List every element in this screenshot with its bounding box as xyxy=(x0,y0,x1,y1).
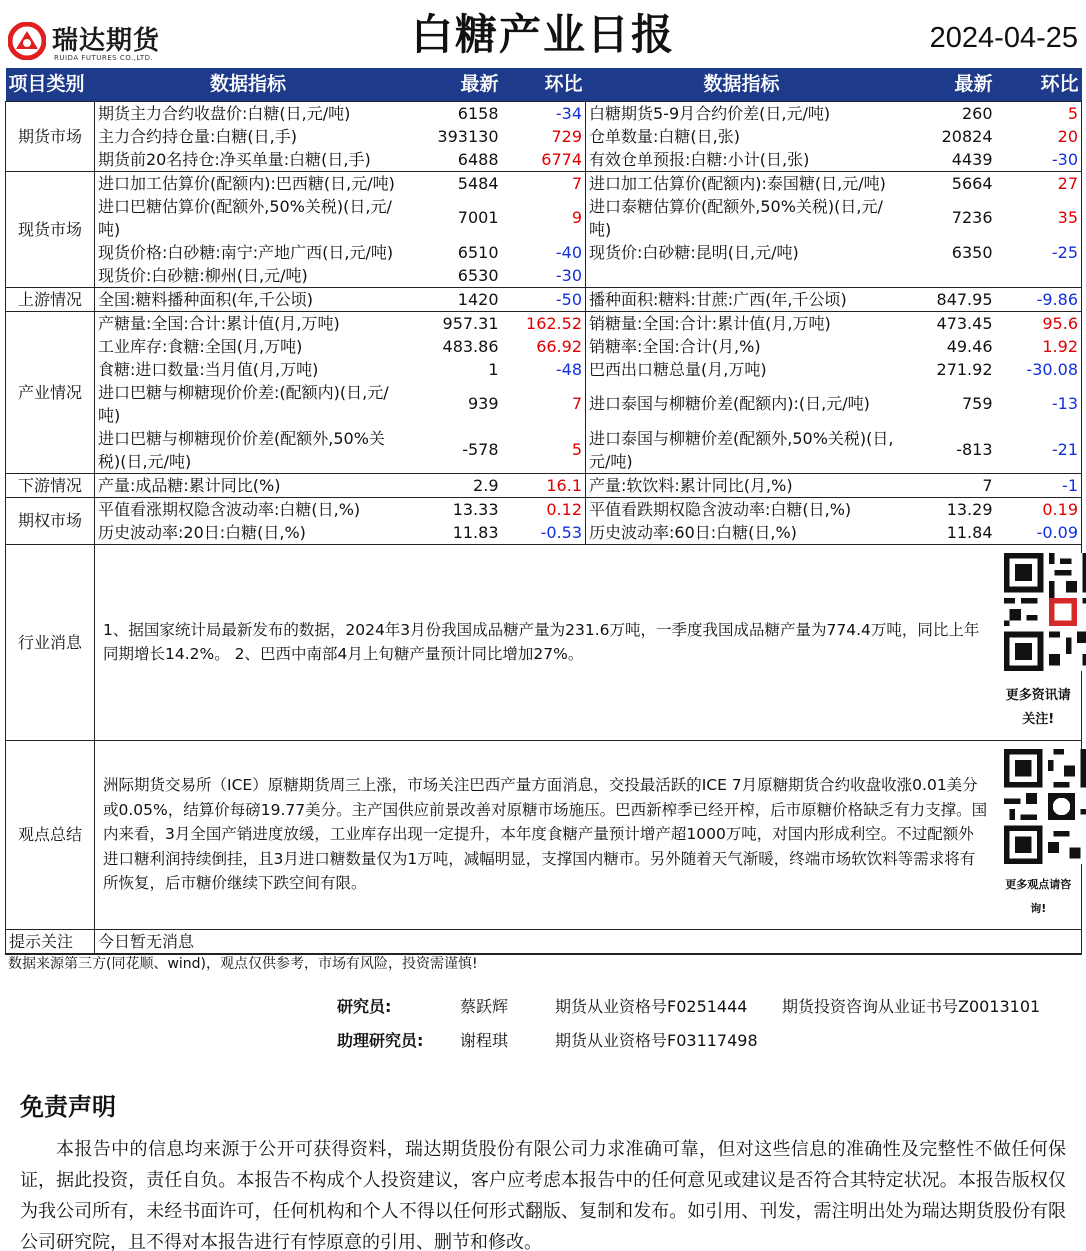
assistant-name: 谢程琪 xyxy=(460,1031,509,1050)
latest-value: 759 xyxy=(961,394,993,413)
latest-value: -578 xyxy=(402,427,502,474)
news-qr-caption: 更多资讯请关注! xyxy=(1005,687,1071,727)
category-upstream: 上游情况 xyxy=(6,287,95,311)
change-value: -30.08 xyxy=(996,358,1082,381)
latest-value: 6488 xyxy=(402,148,502,172)
table-row xyxy=(6,125,1082,148)
latest-value: 483.86 xyxy=(442,336,499,356)
change-value: 27 xyxy=(996,171,1082,195)
latest-value: 6530 xyxy=(402,264,502,288)
opinion-qr-block xyxy=(996,740,1082,929)
change-value: 0.12 xyxy=(502,497,586,521)
indicator-label: 进口加工估算价(配额内):巴西糖(日,元/吨) xyxy=(95,171,402,195)
data-table xyxy=(5,68,1082,955)
indicator-label: 进口巴糖估算价(配额外,50%关税)(日,元/吨) xyxy=(95,195,402,241)
change-value: 20 xyxy=(996,125,1082,148)
latest-value: 7236 xyxy=(951,208,993,227)
page-title: 白糖产业日报 xyxy=(410,10,675,59)
indicator-label: 期货前20名持仓:净买单量:白糖(日,手) xyxy=(95,148,402,172)
latest-value: 6510 xyxy=(457,242,499,262)
indicator-label: 现货价:白砂糖:昆明(日,元/吨) xyxy=(589,242,799,262)
change-value: 0.19 xyxy=(996,497,1082,521)
change-value: -21 xyxy=(996,427,1082,474)
indicator-label: 有效仓单预报:白糖:小计(日,张) xyxy=(586,148,898,172)
latest-value: 271.92 xyxy=(936,359,993,379)
indicator-label: 进口泰糖估算价(配额外,50%关税)(日,元/吨) xyxy=(589,196,883,239)
latest-value: 957.31 xyxy=(442,313,499,333)
latest-value: 847.95 xyxy=(898,287,996,311)
indicator-label: 仓单数量:白糖(日,张) xyxy=(589,126,740,146)
indicator-label: 销糖率:全国:合计(月,%) xyxy=(589,336,761,356)
latest-value: 473.45 xyxy=(936,313,993,333)
latest-value: 7001 xyxy=(457,208,499,227)
table-row xyxy=(6,358,1082,381)
indicator-label: 现货价格:白砂糖:南宁:产地广西(日,元/吨) xyxy=(95,241,402,264)
indicator-label: 产糖量:全国:合计:累计值(月,万吨) xyxy=(95,311,402,335)
logo-chinese-name: 瑞达期货 xyxy=(52,26,161,56)
indicator-label: 主力合约持仓量:白糖(日,手) xyxy=(95,125,402,148)
change-value: -30 xyxy=(502,264,586,288)
indicator-label: 进口泰国与柳糖价差(配额内):(日,元/吨) xyxy=(589,394,870,413)
category-options: 期权市场 xyxy=(6,497,95,544)
change-value: 95.6 xyxy=(996,311,1082,335)
indicator-label: 食糖:进口数量:当月值(月,万吨) xyxy=(95,358,402,381)
latest-value: 11.84 xyxy=(898,521,996,545)
category-downstream: 下游情况 xyxy=(6,473,95,497)
change-value: 5 xyxy=(502,427,586,474)
assistant-label: 助理研究员: xyxy=(337,1031,424,1050)
change-value: 7 xyxy=(502,381,586,427)
change-value: -0.53 xyxy=(502,521,586,545)
indicator-label: 历史波动率:20日:白糖(日,%) xyxy=(95,521,402,545)
indicator-label: 销糖量:全国:合计:累计值(月,万吨) xyxy=(589,313,831,333)
change-value: 1.92 xyxy=(996,335,1082,358)
latest-value: 1 xyxy=(488,359,499,379)
indicator-label: 全国:糖料播种面积(年,千公顷) xyxy=(95,287,402,311)
header-indicator-left: 数据指标 xyxy=(95,68,402,101)
change-value: 729 xyxy=(502,125,586,148)
latest-value: 13.29 xyxy=(946,499,993,519)
header-category: 项目类别 xyxy=(6,68,95,101)
indicator-label: 巴西出口糖总量(月,万吨) xyxy=(589,359,767,379)
opinion-text: 洲际期货交易所（ICE）原糖期货周三上涨，市场关注巴西产量方面消息，交投最活跃的ICE 7月原糖期货合约收盘收涨0.01美分或0.05%，结算价每磅19.77美分。主产国供应前景改善对原糖市场施压。巴西新榨季已经开榨，后市原糖价格缺乏有力支撑。国内来看，3月全国产销进度放缓，工业库存出现一定提升，本年度食糖产量预计增产超1000万吨，对国内形成利空。不过配额外进口糖利润持续倒挂，且3月进口糖数量仅为1万吨，减幅明显，支撑国内糖市。另外随着天气渐暖，终端市场软饮料等需求将有所恢复，后市糖价继续下跌空间有限。 xyxy=(95,740,996,929)
change-value: -1 xyxy=(996,473,1082,497)
indicator-label: 平值看涨期权隐含波动率:白糖(日,%) xyxy=(95,497,402,521)
indicator-label: 进口加工估算价(配额内):泰国糖(日,元/吨) xyxy=(589,173,886,193)
category-opinion: 观点总结 xyxy=(6,740,95,929)
indicator-label: 进口泰国与柳糖价差(配额外,50%关税)(日,元/吨) xyxy=(586,427,898,474)
logo-english-name: RUIDA FUTURES CO.,LTD. xyxy=(54,54,154,62)
data-source-note: 数据来源第三方(同花顺、wind)，观点仅供参考，市场有风险，投资需谨慎! xyxy=(8,956,478,972)
table-row xyxy=(6,473,1082,497)
researcher-cert: 期货从业资格号F0251444 xyxy=(555,997,748,1016)
latest-value: 6158 xyxy=(402,101,502,125)
indicator-label: 播种面积:糖料:甘蔗:广西(年,千公顷) xyxy=(586,287,898,311)
table-row xyxy=(6,195,1082,241)
latest-value: 4439 xyxy=(898,148,996,172)
header-change-left: 环比 xyxy=(502,68,586,101)
change-value: -0.09 xyxy=(996,521,1082,545)
latest-value: 6350 xyxy=(951,242,993,262)
change-value: 9 xyxy=(502,195,586,241)
header-indicator-right: 数据指标 xyxy=(586,68,898,101)
researcher-name: 蔡跃辉 xyxy=(460,997,509,1016)
latest-value xyxy=(898,264,996,288)
latest-value: 260 xyxy=(898,101,996,125)
tips-text: 今日暂无消息 xyxy=(95,929,1082,954)
category-tips: 提示关注 xyxy=(6,929,95,954)
change-value: 35 xyxy=(996,195,1082,241)
latest-value: 939 xyxy=(467,394,499,413)
header-change-right: 环比 xyxy=(996,68,1082,101)
tips-row xyxy=(6,929,1082,954)
change-value: 66.92 xyxy=(502,335,586,358)
table-row xyxy=(6,427,1082,474)
indicator-label: 白糖期货5-9月合约价差(日,元/吨) xyxy=(586,101,898,125)
news-qr-block xyxy=(996,544,1082,740)
indicator-label: 产量:成品糖:累计同比(%) xyxy=(95,473,402,497)
change-value: -25 xyxy=(996,241,1082,264)
table-row xyxy=(6,311,1082,335)
report-header xyxy=(0,0,1086,68)
latest-value: 5484 xyxy=(457,173,499,193)
table-row xyxy=(6,241,1082,264)
indicator-label: 工业库存:食糖:全国(月,万吨) xyxy=(95,335,402,358)
latest-value: 1420 xyxy=(402,287,502,311)
category-futures: 期货市场 xyxy=(6,101,95,171)
change-value: -34 xyxy=(502,101,586,125)
opinion-row xyxy=(6,740,1082,929)
indicator-label: 进口巴糖与柳糖现价价差(配额外,50%关税)(日,元/吨) xyxy=(95,427,402,474)
table-row xyxy=(6,287,1082,311)
header-latest-right: 最新 xyxy=(898,68,996,101)
indicator-label: 进口巴糖与柳糖现价价差:(配额内)(日,元/吨) xyxy=(95,381,402,427)
header-latest-left: 最新 xyxy=(402,68,502,101)
latest-value: 5664 xyxy=(951,173,993,193)
latest-value: 393130 xyxy=(437,126,499,146)
indicator-label: 期货主力合约收盘价:白糖(日,元/吨) xyxy=(95,101,402,125)
opinion-qr-caption: 更多观点请咨询! xyxy=(1005,877,1072,915)
category-industry: 产业情况 xyxy=(6,311,95,473)
change-value: -50 xyxy=(502,287,586,311)
change-value xyxy=(996,264,1082,288)
table-row xyxy=(6,264,1082,288)
change-value: 162.52 xyxy=(502,311,586,335)
disclaimer-body: 本报告中的信息均来源于公开可获得资料，瑞达期货股份有限公司力求准确可靠，但对这些信息的准确性及完整性不做任何保证，据此投资，责任自负。本报告不构成个人投资建议，客户应考虑本报告中的任何意见或建议是否符合其特定状况。本报告版权仅为我公司所有，未经书面许可，任何机构和个人不得以任何形式翻版、复制和发布。如引用、刊发，需注明出处为瑞达期货股份有限公司研究院，且不得对本报告进行有悖原意的引用、删节和修改。 xyxy=(20,1139,1066,1251)
change-value: 16.1 xyxy=(502,473,586,497)
latest-value: 2.9 xyxy=(402,473,502,497)
qr-code-icon xyxy=(1004,553,1086,671)
indicator-label: 平值看跌期权隐含波动率:白糖(日,%) xyxy=(589,499,852,519)
disclaimer-title: 免责声明 xyxy=(20,1093,116,1121)
table-row xyxy=(6,497,1082,521)
researcher-label: 研究员: xyxy=(337,997,392,1016)
latest-value: 49.46 xyxy=(946,336,993,356)
change-value: -40 xyxy=(502,241,586,264)
change-value: 5 xyxy=(996,101,1082,125)
table-header-row xyxy=(6,68,1082,101)
researcher-consult-cert: 期货投资咨询从业证书号Z0013101 xyxy=(782,997,1041,1016)
indicator-label: 现货价:白砂糖:柳州(日,元/吨) xyxy=(95,264,402,288)
latest-value: -813 xyxy=(898,427,996,474)
indicator-label xyxy=(586,264,898,288)
table-row xyxy=(6,521,1082,545)
table-row xyxy=(6,335,1082,358)
table-row xyxy=(6,171,1082,195)
indicator-label: 产量:软饮料:累计同比(月,%) xyxy=(586,473,898,497)
change-value: -30 xyxy=(996,148,1082,172)
indicator-label: 历史波动率:60日:白糖(日,%) xyxy=(586,521,898,545)
assistant-cert: 期货从业资格号F03117498 xyxy=(555,1031,758,1050)
latest-value: 20824 xyxy=(941,126,993,146)
change-value: -48 xyxy=(502,358,586,381)
latest-value: 13.33 xyxy=(452,499,499,519)
latest-value: 7 xyxy=(898,473,996,497)
wechat-qr-code-icon xyxy=(1004,749,1086,864)
table-row xyxy=(6,101,1082,125)
news-text: 1、据国家统计局最新发布的数据，2024年3月份我国成品糖产量为231.6万吨，一季度我国成品糖产量为774.4万吨，同比上年同期增长14.2%。 2、巴西中南部4月上旬糖产量预计同比增加27%。 xyxy=(95,544,996,740)
change-value: -13 xyxy=(996,381,1082,427)
category-news: 行业消息 xyxy=(6,544,95,740)
latest-value: 11.83 xyxy=(402,521,502,545)
news-row xyxy=(6,544,1082,740)
table-row xyxy=(6,381,1082,427)
change-value: 7 xyxy=(502,171,586,195)
change-value: -9.86 xyxy=(996,287,1082,311)
table-row xyxy=(6,148,1082,172)
category-spot: 现货市场 xyxy=(6,171,95,287)
change-value: 6774 xyxy=(502,148,586,172)
report-date: 2024-04-25 xyxy=(929,22,1078,54)
